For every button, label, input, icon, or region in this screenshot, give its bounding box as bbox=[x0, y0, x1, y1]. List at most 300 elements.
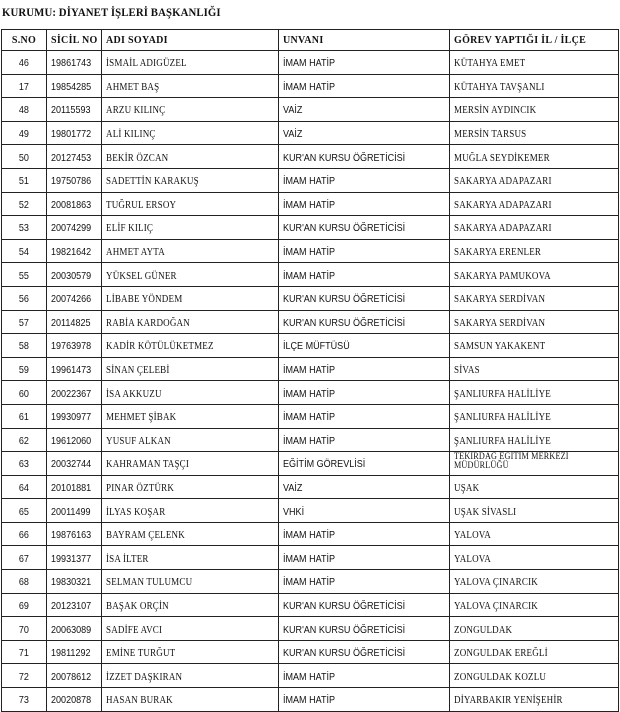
cell-yer-text: SAKARYA ERENLER bbox=[454, 247, 542, 259]
cell-yer-text: TEKİRDAĞ EĞİTİM MERKEZİ MÜDÜRLÜĞÜ bbox=[454, 452, 569, 472]
cell-unvan bbox=[279, 357, 450, 381]
cell-unvan bbox=[279, 216, 450, 240]
cell-unvan-text: İLÇE MÜFTÜSÜ bbox=[283, 340, 350, 353]
cell-ad-text: YUSUF ALKAN bbox=[106, 435, 171, 447]
cell-no bbox=[2, 570, 47, 594]
cell-no-text: 73 bbox=[18, 694, 30, 707]
cell-sicil bbox=[47, 404, 102, 428]
cell-yer-text: SAKARYA ADAPAZARI bbox=[454, 223, 552, 235]
cell-ad-text: AHMET BAŞ bbox=[106, 81, 160, 93]
cell-sicil-text: 20032744 bbox=[51, 458, 92, 471]
cell-unvan bbox=[279, 239, 450, 263]
cell-sicil-text: 20123107 bbox=[51, 599, 92, 612]
cell-sicil bbox=[47, 286, 102, 310]
cell-no bbox=[2, 192, 47, 216]
cell-sicil-text: 20020878 bbox=[51, 694, 92, 707]
cell-sicil-text: 19876163 bbox=[51, 529, 92, 542]
cell-no-text: 60 bbox=[18, 387, 30, 400]
cell-unvan-text: VAİZ bbox=[283, 104, 303, 117]
cell-no bbox=[2, 334, 47, 358]
cell-unvan bbox=[279, 452, 450, 476]
cell-no-text: 53 bbox=[18, 222, 30, 235]
cell-unvan bbox=[279, 664, 450, 688]
cell-sicil bbox=[47, 640, 102, 664]
cell-yer bbox=[450, 121, 619, 145]
cell-no bbox=[2, 522, 47, 546]
cell-ad bbox=[102, 74, 279, 98]
cell-yer-text: SAKARYA PAMUKOVA bbox=[454, 270, 551, 282]
cell-no bbox=[2, 499, 47, 523]
cell-ad-text: ELİF KILIÇ bbox=[106, 223, 154, 235]
cell-no bbox=[2, 593, 47, 617]
cell-ad-text: İSA İLTER bbox=[106, 553, 149, 565]
cell-sicil-text: 20101881 bbox=[51, 481, 92, 494]
cell-yer bbox=[450, 357, 619, 381]
cell-sicil bbox=[47, 74, 102, 98]
cell-unvan-text: VAİZ bbox=[283, 481, 303, 494]
cell-no-text: 17 bbox=[18, 80, 30, 93]
cell-sicil bbox=[47, 357, 102, 381]
cell-no bbox=[2, 452, 47, 476]
cell-no bbox=[2, 381, 47, 405]
cell-yer bbox=[450, 522, 619, 546]
cell-no-text: 66 bbox=[18, 529, 30, 542]
cell-yer bbox=[450, 546, 619, 570]
cell-yer bbox=[450, 428, 619, 452]
cell-sicil-text: 20011499 bbox=[51, 505, 91, 518]
cell-yer bbox=[450, 664, 619, 688]
cell-no-text: 63 bbox=[18, 458, 30, 471]
cell-sicil-text: 20115593 bbox=[51, 104, 91, 117]
table-header bbox=[2, 30, 619, 51]
cell-unvan-text: KUR'AN KURSU ÖĞRETİCİSİ bbox=[283, 293, 406, 306]
header-no: S.NO bbox=[2, 30, 47, 51]
cell-no bbox=[2, 617, 47, 641]
cell-ad bbox=[102, 51, 279, 75]
cell-yer-text: SİVAS bbox=[454, 365, 480, 377]
cell-unvan-text: KUR'AN KURSU ÖĞRETİCİSİ bbox=[283, 151, 406, 164]
cell-unvan bbox=[279, 475, 450, 499]
cell-ad-text: BAYRAM ÇELENK bbox=[106, 530, 185, 542]
cell-no-text: 69 bbox=[18, 599, 30, 612]
cell-unvan bbox=[279, 51, 450, 75]
cell-sicil bbox=[47, 664, 102, 688]
cell-yer bbox=[450, 74, 619, 98]
cell-ad-text: ARZU KILINÇ bbox=[106, 105, 166, 117]
cell-sicil-text: 20074299 bbox=[51, 222, 92, 235]
cell-ad-text: İLYAS KOŞAR bbox=[106, 506, 166, 518]
cell-no bbox=[2, 310, 47, 334]
cell-sicil bbox=[47, 239, 102, 263]
cell-no bbox=[2, 121, 47, 145]
cell-ad-text: İSA AKKUZU bbox=[106, 388, 162, 400]
table-row bbox=[2, 404, 619, 428]
cell-no-text: 70 bbox=[18, 623, 30, 636]
cell-no-text: 46 bbox=[18, 57, 30, 70]
cell-yer-text: UŞAK SİVASLI bbox=[454, 506, 517, 518]
cell-ad-text: RABİA KARDOĞAN bbox=[106, 317, 190, 329]
cell-no bbox=[2, 428, 47, 452]
cell-no bbox=[2, 546, 47, 570]
cell-unvan-text: İMAM HATİP bbox=[283, 552, 336, 565]
cell-ad bbox=[102, 546, 279, 570]
cell-no-text: 59 bbox=[18, 364, 30, 377]
cell-yer bbox=[450, 263, 619, 287]
cell-yer-text: YALOVA ÇINARCIK bbox=[454, 577, 538, 589]
cell-unvan bbox=[279, 381, 450, 405]
cell-no bbox=[2, 640, 47, 664]
cell-unvan-text: KUR'AN KURSU ÖĞRETİCİSİ bbox=[283, 599, 406, 612]
cell-yer-text: YALOVA ÇINARCIK bbox=[454, 600, 538, 612]
cell-sicil bbox=[47, 499, 102, 523]
table-row bbox=[2, 192, 619, 216]
table-row bbox=[2, 617, 619, 641]
cell-sicil bbox=[47, 522, 102, 546]
cell-unvan-text: İMAM HATİP bbox=[283, 198, 336, 211]
cell-yer bbox=[450, 192, 619, 216]
table-row bbox=[2, 499, 619, 523]
cell-no-text: 57 bbox=[18, 316, 30, 329]
cell-unvan-text: İMAM HATİP bbox=[283, 387, 336, 400]
cell-no bbox=[2, 145, 47, 169]
cell-yer-text: SAKARYA SERDİVAN bbox=[454, 317, 546, 329]
cell-no bbox=[2, 74, 47, 98]
cell-unvan bbox=[279, 522, 450, 546]
cell-yer-text: DİYARBAKIR YENİŞEHİR bbox=[454, 695, 563, 707]
cell-yer bbox=[450, 404, 619, 428]
cell-unvan-text: İMAM HATİP bbox=[283, 434, 336, 447]
header-unvan: UNVANI bbox=[279, 30, 450, 51]
table-row bbox=[2, 357, 619, 381]
cell-sicil bbox=[47, 310, 102, 334]
cell-no bbox=[2, 475, 47, 499]
cell-sicil bbox=[47, 546, 102, 570]
cell-yer bbox=[450, 98, 619, 122]
cell-ad bbox=[102, 381, 279, 405]
cell-ad bbox=[102, 216, 279, 240]
table-row bbox=[2, 593, 619, 617]
cell-unvan bbox=[279, 121, 450, 145]
header-yer: GÖREV YAPTIĞI İL / İLÇE bbox=[450, 30, 619, 51]
cell-yer bbox=[450, 452, 619, 476]
cell-ad-text: YÜKSEL GÜNER bbox=[106, 270, 177, 282]
cell-sicil bbox=[47, 381, 102, 405]
table-row bbox=[2, 98, 619, 122]
cell-yer bbox=[450, 334, 619, 358]
cell-unvan-text: KUR'AN KURSU ÖĞRETİCİSİ bbox=[283, 222, 406, 235]
cell-ad bbox=[102, 239, 279, 263]
cell-unvan bbox=[279, 192, 450, 216]
cell-unvan bbox=[279, 570, 450, 594]
staff-table bbox=[1, 29, 619, 712]
cell-sicil-text: 20078612 bbox=[51, 670, 92, 683]
cell-no bbox=[2, 239, 47, 263]
table-row bbox=[2, 74, 619, 98]
cell-sicil bbox=[47, 51, 102, 75]
cell-no bbox=[2, 168, 47, 192]
cell-yer-text: MUĞLA SEYDİKEMER bbox=[454, 152, 550, 164]
cell-yer bbox=[450, 570, 619, 594]
cell-yer bbox=[450, 51, 619, 75]
cell-ad-text: HASAN BURAK bbox=[106, 695, 173, 707]
cell-no bbox=[2, 357, 47, 381]
cell-yer-text: SAKARYA ADAPAZARI bbox=[454, 176, 552, 188]
cell-ad bbox=[102, 570, 279, 594]
cell-unvan-text: EĞİTİM GÖREVLİSİ bbox=[283, 458, 366, 471]
table-row bbox=[2, 546, 619, 570]
cell-unvan-text: İMAM HATİP bbox=[283, 411, 336, 424]
cell-no-text: 64 bbox=[18, 481, 30, 494]
header-row bbox=[2, 30, 619, 51]
cell-yer bbox=[450, 286, 619, 310]
cell-sicil bbox=[47, 452, 102, 476]
cell-sicil-text: 19961473 bbox=[51, 364, 92, 377]
cell-ad bbox=[102, 310, 279, 334]
cell-no bbox=[2, 263, 47, 287]
cell-sicil bbox=[47, 121, 102, 145]
cell-sicil-text: 19931377 bbox=[51, 552, 92, 565]
cell-unvan-text: İMAM HATİP bbox=[283, 670, 336, 683]
cell-ad-text: İZZET DAŞKIRAN bbox=[106, 671, 183, 683]
cell-sicil bbox=[47, 168, 102, 192]
cell-sicil-text: 20030579 bbox=[51, 269, 92, 282]
cell-no-text: 67 bbox=[18, 552, 30, 565]
cell-ad-text: PINAR ÖZTÜRK bbox=[106, 482, 175, 494]
cell-no-text: 50 bbox=[18, 151, 30, 164]
cell-unvan bbox=[279, 74, 450, 98]
table-row bbox=[2, 640, 619, 664]
cell-ad bbox=[102, 499, 279, 523]
cell-no-text: 65 bbox=[18, 505, 30, 518]
cell-sicil-text: 20022367 bbox=[51, 387, 92, 400]
cell-no bbox=[2, 98, 47, 122]
cell-sicil bbox=[47, 570, 102, 594]
cell-ad-text: BAŞAK ORÇİN bbox=[106, 600, 169, 612]
cell-ad bbox=[102, 640, 279, 664]
cell-no-text: 48 bbox=[18, 104, 30, 117]
table-row bbox=[2, 216, 619, 240]
cell-sicil bbox=[47, 617, 102, 641]
table-row bbox=[2, 428, 619, 452]
cell-ad bbox=[102, 452, 279, 476]
institution-title: KURUMU: DİYANET İŞLERİ BAŞKANLIĞI bbox=[2, 5, 221, 19]
cell-sicil-text: 19930977 bbox=[51, 411, 92, 424]
cell-unvan-text: İMAM HATİP bbox=[283, 175, 336, 188]
cell-ad-text: EMİNE TURĞUT bbox=[106, 648, 176, 660]
cell-yer-text: YALOVA bbox=[454, 553, 491, 565]
cell-yer-text: SAMSUN YAKAKENT bbox=[454, 341, 546, 353]
cell-sicil-text: 19854285 bbox=[51, 80, 92, 93]
table-row bbox=[2, 334, 619, 358]
cell-no-text: 49 bbox=[18, 128, 30, 141]
cell-yer bbox=[450, 381, 619, 405]
cell-yer bbox=[450, 216, 619, 240]
cell-no-text: 56 bbox=[18, 293, 30, 306]
cell-ad bbox=[102, 263, 279, 287]
cell-yer-text: SAKARYA SERDİVAN bbox=[454, 294, 546, 306]
cell-yer bbox=[450, 640, 619, 664]
cell-yer-text: ŞANLIURFA HALİLİYE bbox=[454, 412, 551, 424]
cell-unvan bbox=[279, 263, 450, 287]
cell-ad-text: SELMAN TULUMCU bbox=[106, 577, 193, 589]
cell-no-text: 72 bbox=[18, 670, 30, 683]
cell-yer-text: MERSİN TARSUS bbox=[454, 129, 527, 141]
cell-yer-text: YALOVA bbox=[454, 530, 491, 542]
cell-unvan-text: İMAM HATİP bbox=[283, 246, 336, 259]
cell-sicil-text: 20114825 bbox=[51, 316, 91, 329]
cell-yer bbox=[450, 593, 619, 617]
cell-ad bbox=[102, 357, 279, 381]
cell-unvan-text: KUR'AN KURSU ÖĞRETİCİSİ bbox=[283, 316, 406, 329]
cell-yer-text: ZONGULDAK bbox=[454, 624, 513, 636]
cell-unvan-text: KUR'AN KURSU ÖĞRETİCİSİ bbox=[283, 647, 406, 660]
table-row bbox=[2, 286, 619, 310]
cell-yer bbox=[450, 168, 619, 192]
table-body bbox=[2, 51, 619, 712]
table-row bbox=[2, 168, 619, 192]
cell-no bbox=[2, 664, 47, 688]
cell-yer bbox=[450, 475, 619, 499]
cell-unvan bbox=[279, 310, 450, 334]
cell-unvan-text: İMAM HATİP bbox=[283, 694, 336, 707]
cell-ad-text: SİNAN ÇELEBİ bbox=[106, 365, 170, 377]
cell-ad bbox=[102, 192, 279, 216]
cell-yer-text: MERSİN AYDINCIK bbox=[454, 105, 537, 117]
table-row bbox=[2, 121, 619, 145]
cell-ad-text: İSMAİL ADIGÜZEL bbox=[106, 58, 187, 70]
cell-ad-text: TUĞRUL ERSOY bbox=[106, 199, 177, 211]
cell-no bbox=[2, 286, 47, 310]
cell-sicil bbox=[47, 593, 102, 617]
cell-sicil-text: 20074266 bbox=[51, 293, 92, 306]
cell-no bbox=[2, 51, 47, 75]
cell-yer bbox=[450, 145, 619, 169]
table-row bbox=[2, 522, 619, 546]
cell-sicil-text: 19763978 bbox=[51, 340, 92, 353]
cell-sicil-text: 20081863 bbox=[51, 198, 92, 211]
cell-unvan bbox=[279, 617, 450, 641]
cell-unvan-text: İMAM HATİP bbox=[283, 529, 336, 542]
cell-ad-text: AHMET AYTA bbox=[106, 247, 165, 259]
cell-sicil bbox=[47, 192, 102, 216]
cell-unvan bbox=[279, 334, 450, 358]
header-ad: ADI SOYADI bbox=[102, 30, 279, 51]
table-row bbox=[2, 381, 619, 405]
cell-no-text: 62 bbox=[18, 434, 30, 447]
cell-ad bbox=[102, 617, 279, 641]
cell-sicil bbox=[47, 263, 102, 287]
cell-no-text: 54 bbox=[18, 246, 30, 259]
cell-ad bbox=[102, 121, 279, 145]
table-row bbox=[2, 51, 619, 75]
cell-sicil-text: 19811292 bbox=[51, 647, 91, 660]
cell-ad-text: SADETTİN KARAKUŞ bbox=[106, 176, 199, 188]
cell-no bbox=[2, 216, 47, 240]
cell-yer bbox=[450, 310, 619, 334]
table-row bbox=[2, 263, 619, 287]
cell-sicil-text: 19821642 bbox=[51, 246, 92, 259]
cell-yer-text: SAKARYA ADAPAZARI bbox=[454, 199, 552, 211]
cell-yer bbox=[450, 239, 619, 263]
cell-ad-text: KAHRAMAN TAŞÇI bbox=[106, 459, 190, 471]
cell-unvan-text: VAİZ bbox=[283, 128, 303, 141]
cell-ad-text: SADİFE AVCI bbox=[106, 624, 163, 636]
cell-no-text: 55 bbox=[18, 269, 30, 282]
cell-unvan-text: İMAM HATİP bbox=[283, 269, 336, 282]
cell-unvan-text: İMAM HATİP bbox=[283, 364, 336, 377]
cell-ad bbox=[102, 286, 279, 310]
table-row bbox=[2, 239, 619, 263]
cell-sicil bbox=[47, 216, 102, 240]
cell-sicil bbox=[47, 145, 102, 169]
cell-yer-text: ZONGULDAK EREĞLİ bbox=[454, 648, 548, 660]
cell-yer-text: KÜTAHYA EMET bbox=[454, 58, 526, 70]
cell-no-text: 51 bbox=[18, 175, 30, 188]
cell-sicil-text: 19801772 bbox=[51, 128, 92, 141]
cell-ad bbox=[102, 404, 279, 428]
cell-unvan bbox=[279, 145, 450, 169]
cell-ad bbox=[102, 168, 279, 192]
cell-unvan-text: İMAM HATİP bbox=[283, 576, 336, 589]
table-row bbox=[2, 664, 619, 688]
cell-ad-text: MEHMET ŞİBAK bbox=[106, 412, 177, 424]
cell-no-text: 61 bbox=[18, 411, 30, 424]
cell-sicil-text: 20063089 bbox=[51, 623, 92, 636]
cell-unvan-text: VHKİ bbox=[283, 505, 305, 518]
cell-unvan bbox=[279, 428, 450, 452]
cell-ad bbox=[102, 475, 279, 499]
cell-sicil bbox=[47, 428, 102, 452]
cell-unvan bbox=[279, 286, 450, 310]
cell-yer-text: ZONGULDAK KOZLU bbox=[454, 671, 547, 683]
cell-unvan bbox=[279, 168, 450, 192]
cell-yer bbox=[450, 499, 619, 523]
cell-sicil bbox=[47, 334, 102, 358]
cell-unvan bbox=[279, 499, 450, 523]
cell-unvan bbox=[279, 546, 450, 570]
cell-ad-text: LİBABE YÖNDEM bbox=[106, 294, 183, 306]
cell-yer-text: ŞANLIURFA HALİLİYE bbox=[454, 435, 551, 447]
cell-unvan bbox=[279, 98, 450, 122]
table-row bbox=[2, 452, 619, 476]
cell-ad-text: KADİR KÖTÜLÜKETMEZ bbox=[106, 341, 214, 353]
cell-yer bbox=[450, 617, 619, 641]
cell-unvan-text: İMAM HATİP bbox=[283, 80, 336, 93]
cell-yer-text: UŞAK bbox=[454, 482, 480, 494]
cell-unvan bbox=[279, 404, 450, 428]
cell-yer-text: KÜTAHYA TAVŞANLI bbox=[454, 81, 545, 93]
cell-sicil bbox=[47, 98, 102, 122]
table-row bbox=[2, 145, 619, 169]
table-row bbox=[2, 570, 619, 594]
cell-sicil-text: 19750786 bbox=[51, 175, 92, 188]
cell-sicil-text: 19612060 bbox=[51, 434, 92, 447]
cell-ad bbox=[102, 593, 279, 617]
cell-ad bbox=[102, 428, 279, 452]
cell-no-text: 68 bbox=[18, 576, 30, 589]
table-row bbox=[2, 475, 619, 499]
cell-no bbox=[2, 404, 47, 428]
cell-yer-text: ŞANLIURFA HALİLİYE bbox=[454, 388, 551, 400]
cell-ad-text: ALİ KILINÇ bbox=[106, 129, 156, 141]
cell-ad bbox=[102, 334, 279, 358]
cell-ad bbox=[102, 522, 279, 546]
cell-unvan bbox=[279, 593, 450, 617]
cell-unvan-text: İMAM HATİP bbox=[283, 57, 336, 70]
cell-ad bbox=[102, 145, 279, 169]
cell-sicil-text: 19861743 bbox=[51, 57, 92, 70]
table-row bbox=[2, 310, 619, 334]
